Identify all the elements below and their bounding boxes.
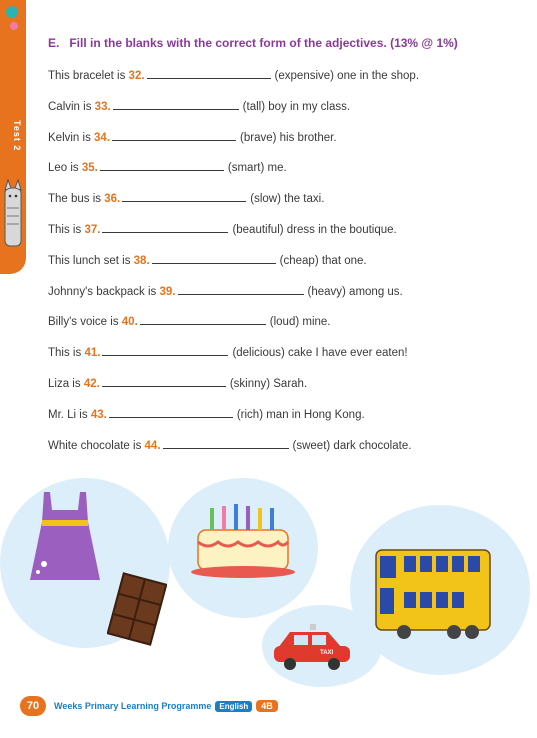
question-number: 38. [133,254,150,267]
teal-dot-icon [6,6,18,18]
footer [20,696,278,716]
question-stem: Calvin is [48,100,92,113]
cake-icon [188,498,298,580]
question-number: 33. [94,100,111,113]
taxi-icon [272,622,352,672]
question-row [48,160,287,174]
question-stem: Liza is [48,378,81,390]
question-row [48,222,397,236]
pink-dot-icon [10,22,18,30]
question-row [48,407,365,421]
section-letter: E. [48,36,60,50]
taxi-illustration [272,622,352,672]
question-hint: (brave) his brother. [240,131,337,144]
question-hint: (sweet) dark chocolate. [292,439,412,452]
question-stem: Leo is [48,162,79,175]
question-number: 39. [159,285,176,298]
question-stem: This bracelet is [48,70,126,82]
question-stem: Billy's voice is [48,316,119,329]
question-hint: (loud) mine. [269,316,331,329]
question-number: 43. [90,408,107,421]
section-heading [48,36,458,50]
question-hint: (tall) boy in my class. [242,100,351,113]
dress-icon [30,492,100,580]
answer-blank[interactable] [100,160,224,171]
question-stem: This is [48,347,82,360]
question-number: 40. [121,316,138,329]
programme-name: Weeks Primary Learning Programme [54,701,212,711]
subject-tag: English [215,701,252,712]
answer-blank[interactable] [113,99,239,110]
question-number: 36. [104,193,121,206]
question-row [48,376,307,390]
answer-blank[interactable] [163,438,289,449]
question-stem: White chocolate is [48,439,142,452]
answer-blank[interactable] [178,284,304,295]
answer-blank[interactable] [122,191,246,202]
question-stem: Mr. Li is [48,408,88,421]
question-row [48,345,408,359]
question-number: 37. [84,224,101,236]
question-row [48,68,419,82]
question-hint: (slow) the taxi. [250,193,325,206]
question-row [48,314,331,328]
answer-blank[interactable] [102,222,228,233]
sidebar-strip [0,0,26,274]
question-hint: (delicious) cake I have ever eaten! [232,347,408,360]
question-row [48,130,337,144]
chocolate-icon [107,572,167,646]
page-number: 70 [20,696,46,716]
question-hint: (smart) me. [227,162,287,175]
question-hint: (beautiful) dress in the boutique. [232,224,397,236]
question-hint: (skinny) Sarah. [229,378,308,390]
question-row [48,191,324,205]
question-row [48,253,367,267]
answer-blank[interactable] [102,345,228,356]
question-number: 34. [94,131,111,144]
question-number: 44. [144,439,161,452]
question-number: 42. [83,378,100,390]
question-hint: (expensive) one in the shop. [274,70,420,82]
answer-blank[interactable] [109,407,233,418]
question-stem: The bus is [48,193,102,206]
bus-icon [374,548,494,640]
question-stem: Kelvin is [48,131,91,144]
question-row [48,99,350,113]
cat-icon [2,178,24,250]
answer-blank[interactable] [140,314,266,325]
question-stem: This lunch set is [48,254,131,267]
question-hint: (heavy) among us. [307,285,403,298]
section-instruction: Fill in the blanks with the correct form of the adjectives. (13% @ 1%) [69,36,458,50]
answer-blank[interactable] [102,376,226,387]
question-row [48,284,403,298]
question-stem: This is [48,224,82,236]
question-number: 35. [81,162,98,175]
question-number: 32. [128,70,145,82]
question-stem: Johnny's backpack is [48,285,157,298]
question-hint: (rich) man in Hong Kong. [236,408,365,421]
question-row [48,438,411,452]
grade-badge: 4B [256,700,278,712]
question-hint: (cheap) that one. [279,254,367,267]
answer-blank[interactable] [147,68,271,79]
taxi-sign: TAXI [320,650,334,656]
answer-blank[interactable] [152,253,276,264]
answer-blank[interactable] [112,130,236,141]
question-number: 41. [84,347,101,360]
sidebar-label: Test 2 [12,120,22,152]
